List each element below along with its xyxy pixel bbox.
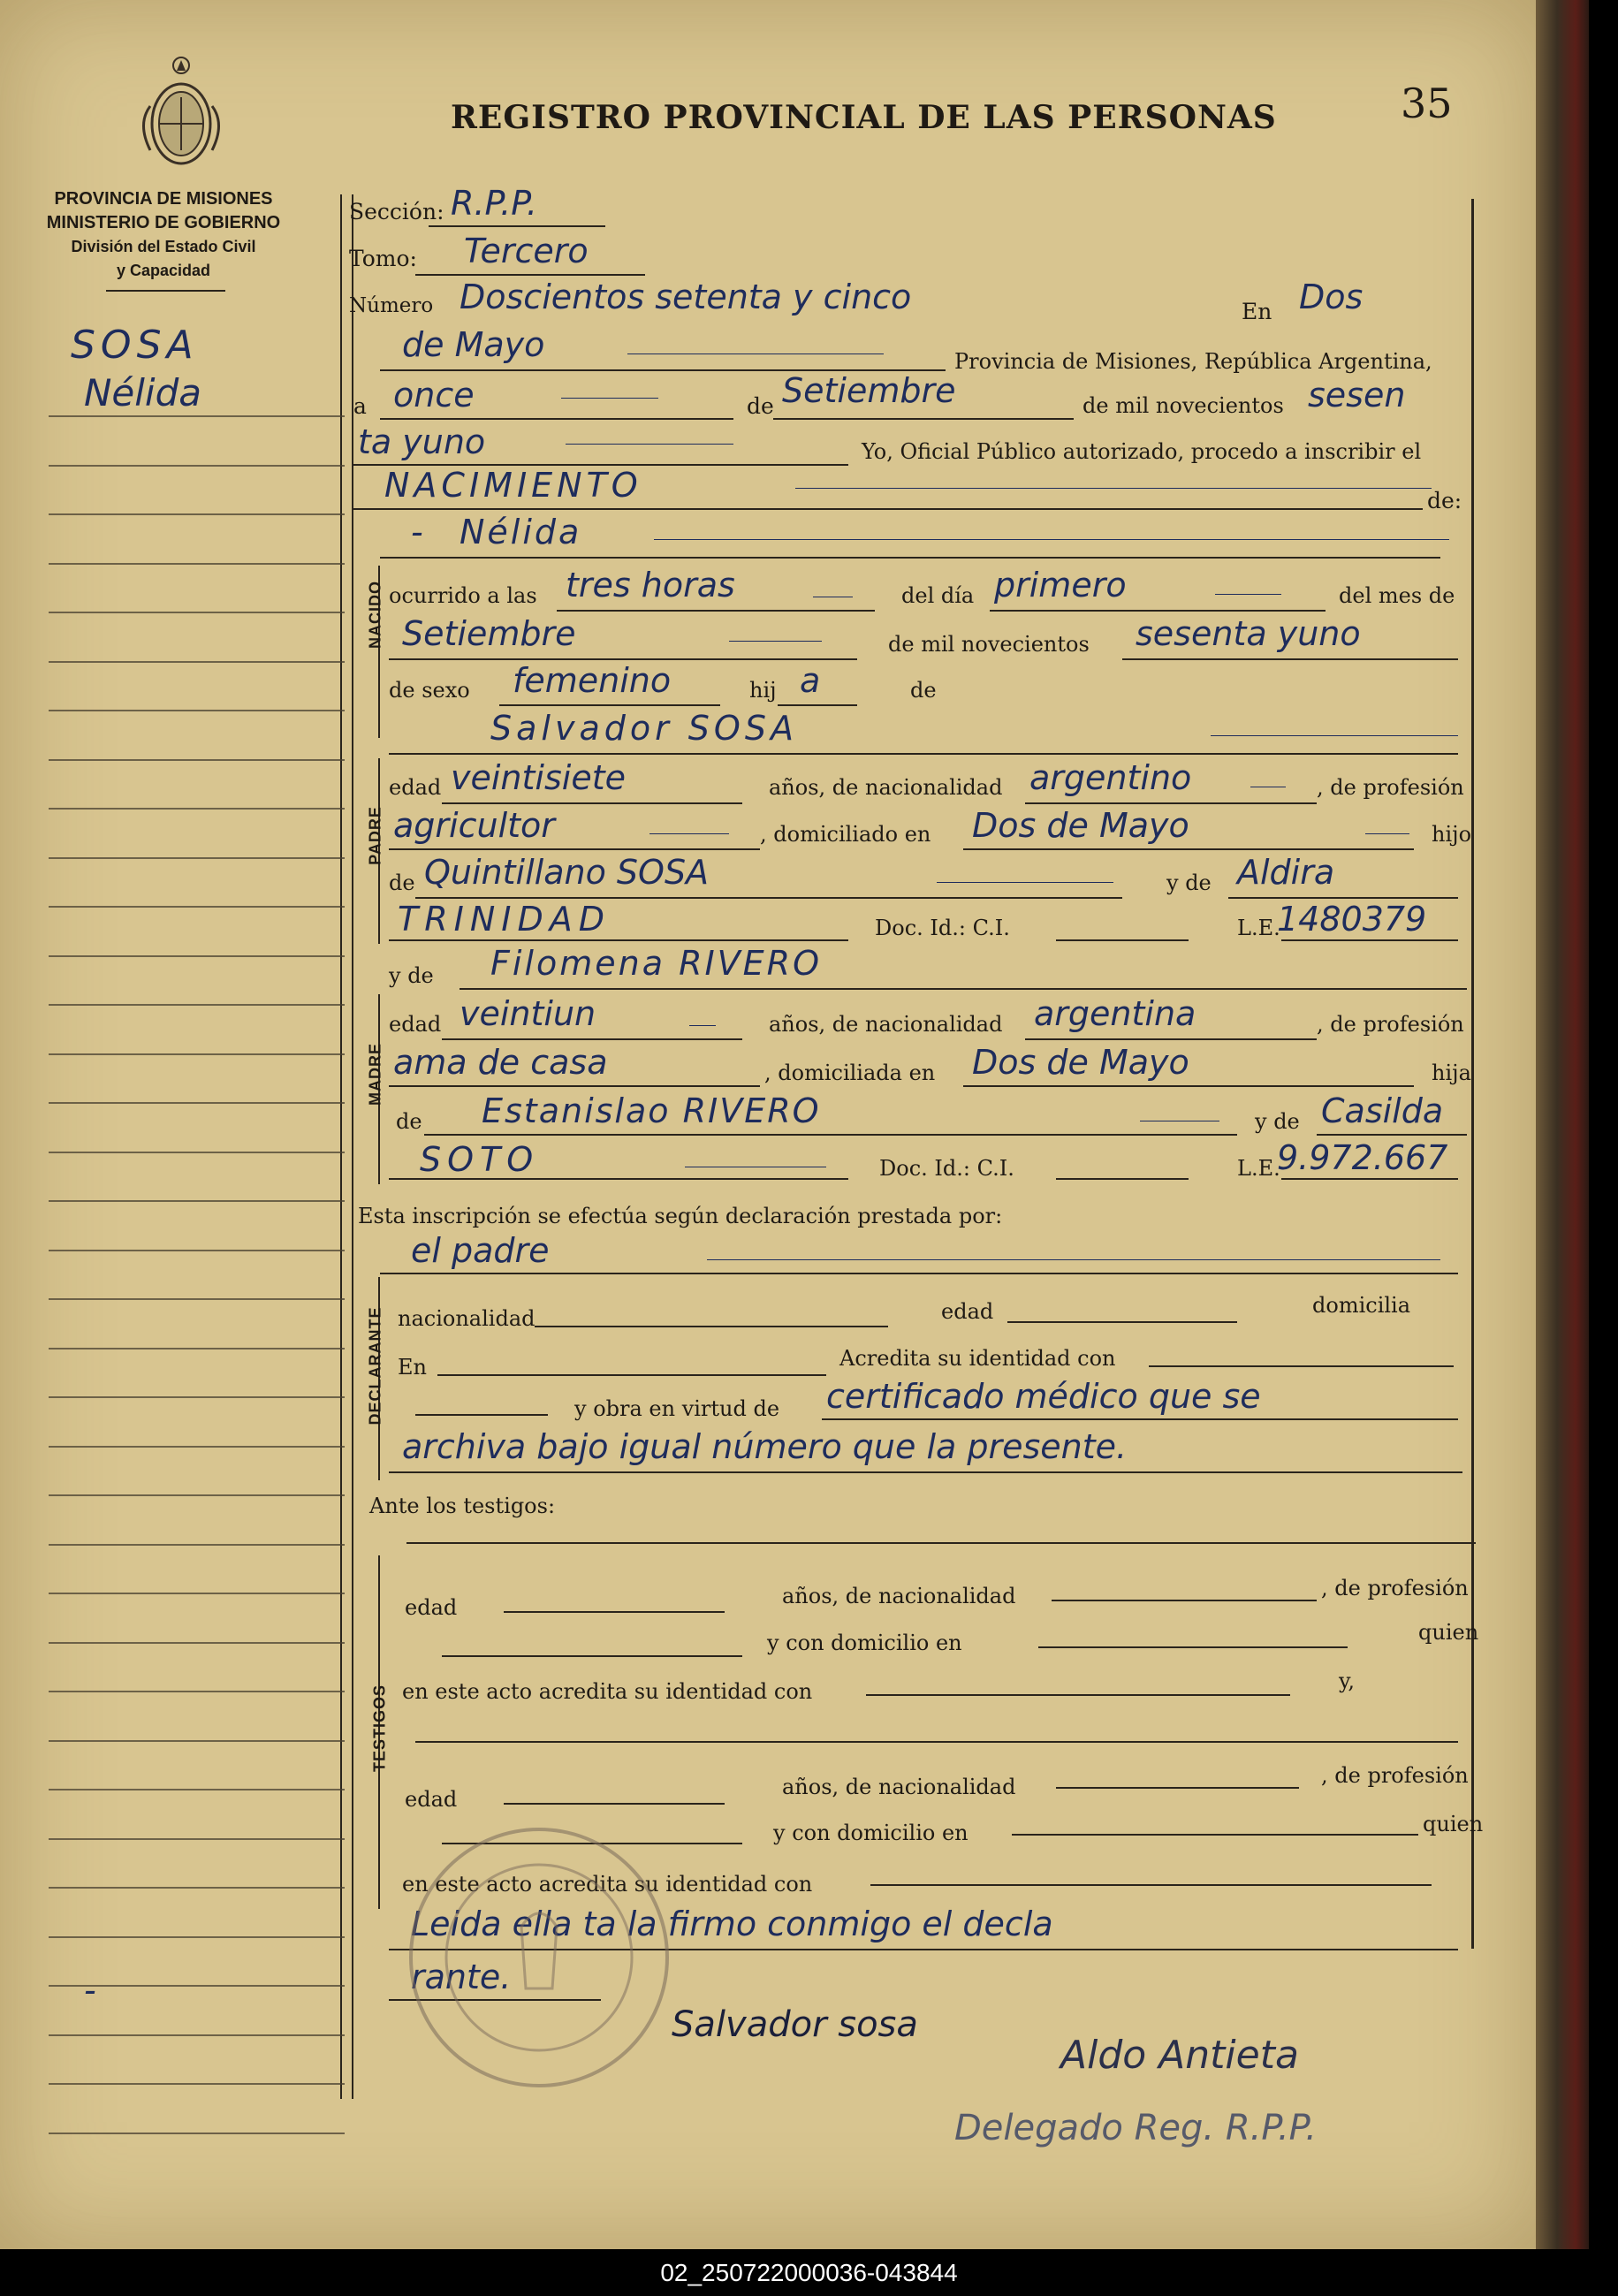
line-sexo <box>499 704 720 706</box>
label-anos-nac-madre: años, de nacionalidad <box>769 1012 1003 1037</box>
ledger-line <box>49 513 345 515</box>
ledger-line <box>49 710 345 711</box>
label-del-dia: del día <box>901 583 975 608</box>
label-edad-decl: edad <box>941 1299 994 1324</box>
signature-declarante: Salvador sosa <box>672 2004 918 2045</box>
label-domicilia-decl: domicilia <box>1312 1293 1411 1318</box>
line-en-decl <box>437 1374 826 1376</box>
ledger-line <box>49 1494 345 1496</box>
line-acredita-t1 <box>866 1694 1290 1696</box>
fill-line-abuelo-p <box>937 882 1113 883</box>
label-seccion: Sección: <box>349 199 444 224</box>
margin-dash: - <box>84 1971 96 2010</box>
value-cierre-a: Leida ella ta la firmo conmigo el decla <box>411 1904 1053 1943</box>
label-y-de-p: y de <box>1166 871 1212 895</box>
line-abuela-m <box>1317 1134 1467 1136</box>
value-nombre: Nélida <box>460 513 582 551</box>
fill-line-padre-prof <box>649 833 729 834</box>
label-de-colon: de: <box>1427 488 1462 513</box>
label-numero: Número <box>349 294 434 317</box>
line-madre-nac <box>1025 1038 1317 1040</box>
ledger-line <box>49 1593 345 1594</box>
official-seal-icon <box>402 1821 676 2095</box>
value-numero: Doscientos setenta y cinco <box>460 277 912 316</box>
ledger-line <box>49 2034 345 2036</box>
line-madre-prof <box>389 1085 760 1087</box>
ledger-line <box>49 808 345 810</box>
ledger-line <box>49 1396 345 1398</box>
label-nacionalidad-decl: nacionalidad <box>398 1306 536 1331</box>
line-padre-edad <box>442 802 742 804</box>
label-inscripcion: Esta inscripción se efectúa según declaración prestada por: <box>358 1204 1003 1228</box>
label-le-madre: L.E. <box>1237 1156 1280 1181</box>
value-virtud-b: archiva bajo igual número que la presente. <box>402 1427 1128 1466</box>
ledger-line <box>49 1936 345 1938</box>
line-edad-decl <box>1007 1321 1237 1323</box>
line-seccion <box>429 225 605 227</box>
agency-block <box>35 187 292 283</box>
line-le-padre <box>1281 939 1458 941</box>
line-hij <box>778 704 857 706</box>
ledger-line <box>49 1544 345 1546</box>
label-edad-t1: edad <box>405 1595 458 1620</box>
ledger-line <box>49 1102 345 1104</box>
ledger-line <box>49 612 345 613</box>
margin-surname: SOSA <box>71 323 199 368</box>
agency-division: División del Estado Civil <box>71 238 256 255</box>
main-frame-left-inner <box>352 194 353 2099</box>
label-hijo: hijo <box>1432 822 1472 847</box>
line-declarante <box>380 1273 1458 1274</box>
line-padre <box>389 753 1458 755</box>
label-del-mes: del mes de <box>1339 583 1455 608</box>
value-madre-le: 9.972.667 <box>1277 1138 1448 1177</box>
value-dia: once <box>393 376 475 414</box>
label-y-t1: y, <box>1339 1669 1355 1693</box>
label-mil-novecientos: de mil novecientos <box>1082 393 1284 418</box>
line-prof-t1 <box>442 1655 742 1657</box>
label-anos-nac-t1: años, de nacionalidad <box>782 1584 1016 1608</box>
line-padre-nac <box>1025 802 1317 804</box>
ledger-line <box>49 1446 345 1448</box>
fill-line-acto <box>795 488 1432 489</box>
line-madre-edad <box>442 1038 742 1040</box>
value-sexo: femenino <box>513 661 672 700</box>
value-abuela-paterna-a: Aldira <box>1237 853 1335 892</box>
value-madre-nacionalidad: argentina <box>1034 994 1196 1033</box>
margin-given-name: Nélida <box>84 371 201 414</box>
value-anio-a: sesen <box>1308 376 1406 414</box>
value-mes: Setiembre <box>782 371 956 410</box>
line-nac-t2 <box>1056 1787 1299 1789</box>
value-padre-profesion: agricultor <box>393 806 555 845</box>
value-padre-le: 1480379 <box>1277 900 1427 939</box>
value-madre-profesion: ama de casa <box>393 1043 608 1082</box>
label-domiciliado-padre: , domiciliado en <box>760 822 931 847</box>
label-de-mil-nov: de mil novecientos <box>888 632 1090 657</box>
ledger-line <box>49 2083 345 2085</box>
value-abuela-materna-b: SOTO <box>420 1140 540 1179</box>
label-de-sexo: de sexo <box>389 678 470 703</box>
label-profesion-padre: , de profesión <box>1317 775 1464 800</box>
value-en-a: Dos <box>1299 277 1364 316</box>
fill-line-padre <box>1211 735 1458 736</box>
line-dom-t1 <box>1038 1646 1348 1648</box>
value-acto: NACIMIENTO <box>384 466 642 505</box>
section-label-madre: MADRE <box>366 1043 384 1106</box>
label-edad-madre: edad <box>389 1012 442 1037</box>
ledger-line <box>49 1348 345 1349</box>
value-declarante: el padre <box>411 1231 550 1270</box>
ledger-line <box>49 1789 345 1790</box>
label-quien-t1: quien <box>1418 1620 1479 1645</box>
line-ci-padre <box>1056 939 1189 941</box>
label-provincia: Provincia de Misiones, República Argentina, <box>954 349 1432 374</box>
label-ante-testigos: Ante los testigos: <box>369 1494 556 1518</box>
coat-of-arms-icon <box>133 53 230 172</box>
ledger-line <box>49 415 345 417</box>
page-title: REGISTRO PROVINCIAL DE LAS PERSONAS <box>451 99 1277 136</box>
ledger-line <box>49 1250 345 1251</box>
line-acredita-decl-2 <box>415 1414 548 1416</box>
dash-nombre: - <box>411 513 423 551</box>
label-obra-virtud: y obra en virtud de <box>574 1396 780 1421</box>
signature-oficial: Aldo Antieta <box>1060 2033 1299 2078</box>
line-nac-t1 <box>1052 1600 1317 1601</box>
value-horas: tres horas <box>566 566 735 604</box>
label-quien-t2: quien <box>1423 1812 1484 1836</box>
line-edad-t1 <box>504 1611 725 1613</box>
label-edad-t2: edad <box>405 1787 458 1812</box>
value-padre-nacionalidad: argentino <box>1029 758 1192 797</box>
label-y-de-madre: y de <box>389 963 434 988</box>
label-anos-nac-t2: años, de nacionalidad <box>782 1775 1016 1799</box>
label-y-de-m: y de <box>1255 1109 1300 1134</box>
line-t1-end <box>415 1741 1458 1743</box>
fill-line-declarante <box>707 1259 1440 1260</box>
line-le-madre <box>1281 1178 1458 1180</box>
value-abuela-materna-a: Casilda <box>1321 1091 1444 1130</box>
label-de-padres: de <box>910 678 937 703</box>
line-testigos-header <box>406 1542 1476 1544</box>
stamp-cargo-oficial: Delegado Reg. R.P.P. <box>954 2108 1317 2148</box>
ledger-line <box>49 563 345 565</box>
fill-line-mes-nac <box>729 641 822 642</box>
line-virtud-b <box>389 1471 1462 1473</box>
value-abuelo-materno: Estanislao RIVERO <box>482 1091 821 1130</box>
ledger-line <box>49 1200 345 1202</box>
label-yo-oficial: Yo, Oficial Público autorizado, procedo a inscribir el <box>862 439 1422 464</box>
value-tomo: Tercero <box>464 232 589 270</box>
label-acredita-t1: en este acto acredita su identidad con <box>402 1679 813 1704</box>
value-dia-nac: primero <box>994 566 1127 604</box>
label-hij: hij <box>749 678 777 703</box>
label-de-abuelo-m: de <box>396 1109 422 1134</box>
main-frame-left <box>340 194 342 2099</box>
label-de-mes: de <box>747 393 774 419</box>
value-en-b: de Mayo <box>402 325 545 364</box>
section-label-declarante: DECLARANTE <box>366 1306 384 1425</box>
line-acto <box>353 508 1423 510</box>
label-ocurrido: ocurrido a las <box>389 583 537 608</box>
ledger-line <box>49 2133 345 2134</box>
fill-line-padre-dom <box>1365 833 1409 834</box>
line-edad-t2 <box>504 1803 725 1805</box>
label-profesion-t2: , de profesión <box>1321 1763 1469 1788</box>
label-acredita-decl: Acredita su identidad con <box>839 1346 1116 1371</box>
line-nombre <box>380 557 1440 559</box>
line-virtud-a <box>822 1418 1458 1420</box>
line-horas <box>557 610 875 612</box>
ledger-line <box>49 906 345 908</box>
ledger-line <box>49 1152 345 1153</box>
fill-line-dia <box>561 398 658 399</box>
value-cierre-b: rante. <box>411 1958 512 1996</box>
line-dia <box>380 418 733 420</box>
fill-line-madre-edad <box>689 1025 716 1026</box>
ledger-line <box>49 661 345 663</box>
line-tomo <box>415 274 645 276</box>
line-acredita-decl <box>1149 1365 1454 1367</box>
label-tomo: Tomo: <box>349 246 417 271</box>
label-anos-nac-padre: años, de nacionalidad <box>769 775 1003 800</box>
line-madre-dom <box>963 1085 1414 1087</box>
agency-ministry: MINISTERIO DE GOBIERNO <box>46 213 281 232</box>
line-abuela-p <box>1228 897 1458 899</box>
fill-line-dia-nac <box>1215 594 1281 595</box>
value-mes-nac: Setiembre <box>402 614 576 653</box>
label-domiciliada-madre: , domiciliada en <box>764 1061 936 1085</box>
value-madre-domicilio: Dos de Mayo <box>972 1043 1189 1082</box>
ledger-line <box>49 1838 345 1840</box>
line-acredita-t2 <box>870 1884 1432 1886</box>
value-madre: Filomena RIVERO <box>490 944 822 983</box>
value-padre: Salvador SOSA <box>490 709 798 748</box>
section-label-padre: PADRE <box>366 806 384 865</box>
line-ci-madre <box>1056 1178 1189 1180</box>
main-frame-right <box>1471 199 1474 1949</box>
label-domicilio-t1: y con domicilio en <box>767 1631 962 1655</box>
value-abuela-paterna-b: TRINIDAD <box>398 900 611 939</box>
label-profesion-t1: , de profesión <box>1321 1576 1469 1600</box>
agency-rule <box>106 290 225 292</box>
line-dom-t2 <box>1012 1834 1418 1836</box>
page-number: 35 <box>1401 80 1453 127</box>
line-dia-nac <box>990 610 1326 612</box>
value-virtud-a: certificado médico que se <box>826 1377 1261 1416</box>
ledger-line <box>49 857 345 859</box>
label-de-abuelo-p: de <box>389 871 415 895</box>
ledger-line <box>49 1298 345 1300</box>
ledger-line <box>49 1642 345 1644</box>
line-mes <box>773 418 1074 420</box>
line-abuelo-p <box>415 897 1122 899</box>
label-edad-padre: edad <box>389 775 442 800</box>
line-abuela-m-b <box>389 1178 848 1180</box>
line-padre-prof <box>389 848 760 850</box>
line-abuelo-m <box>424 1134 1237 1136</box>
label-doc-id-padre: Doc. Id.: C.I. <box>875 916 1010 940</box>
ledger-line <box>49 1691 345 1692</box>
section-label-testigos: TESTIGOS <box>370 1684 389 1773</box>
line-padre-dom <box>963 848 1414 850</box>
value-anio-nac: sesenta yuno <box>1136 614 1361 653</box>
image-id-footer: 02_250722000036-043844 <box>0 2249 1618 2296</box>
value-padre-edad: veintisiete <box>451 758 626 797</box>
fill-line-anio <box>566 444 733 445</box>
ledger-line <box>49 759 345 761</box>
line-madre <box>460 988 1467 990</box>
fill-line-nombre <box>654 539 1449 540</box>
ledger-line <box>49 1004 345 1006</box>
line-mes-nac <box>389 658 857 660</box>
label-domicilio-t2: y con domicilio en <box>773 1821 969 1845</box>
book-binding <box>1536 0 1589 2249</box>
agency-province: PROVINCIA DE MISIONES <box>54 189 273 209</box>
ledger-line <box>49 955 345 957</box>
label-profesion-madre: , de profesión <box>1317 1012 1464 1037</box>
ledger-line <box>49 1053 345 1055</box>
ledger-line <box>49 1887 345 1889</box>
label-hija: hija <box>1432 1061 1471 1085</box>
label-a: a <box>353 393 367 419</box>
agency-capacity: y Capacidad <box>116 262 211 279</box>
label-en-decl: En <box>398 1355 427 1380</box>
label-en: En <box>1242 299 1272 324</box>
value-abuelo-paterno: Quintillano SOSA <box>424 853 710 892</box>
line-abuela-p-b <box>389 939 848 941</box>
line-nacionalidad-decl <box>535 1326 888 1327</box>
value-madre-edad: veintiun <box>460 994 596 1033</box>
label-doc-id-madre: Doc. Id.: C.I. <box>879 1156 1014 1181</box>
label-acredita-t2: en este acto acredita su identidad con <box>402 1872 813 1897</box>
value-anio-b: ta yuno <box>358 422 486 461</box>
line-anio-nac <box>1122 658 1458 660</box>
ledger-line <box>49 465 345 467</box>
ledger-line <box>49 1740 345 1742</box>
section-label-nacido: NACIDO <box>366 581 384 649</box>
value-padre-domicilio: Dos de Mayo <box>972 806 1189 845</box>
label-le-padre: L.E. <box>1237 916 1280 940</box>
value-hij-suffix: a <box>800 661 821 700</box>
value-seccion: R.P.P. <box>451 184 538 223</box>
